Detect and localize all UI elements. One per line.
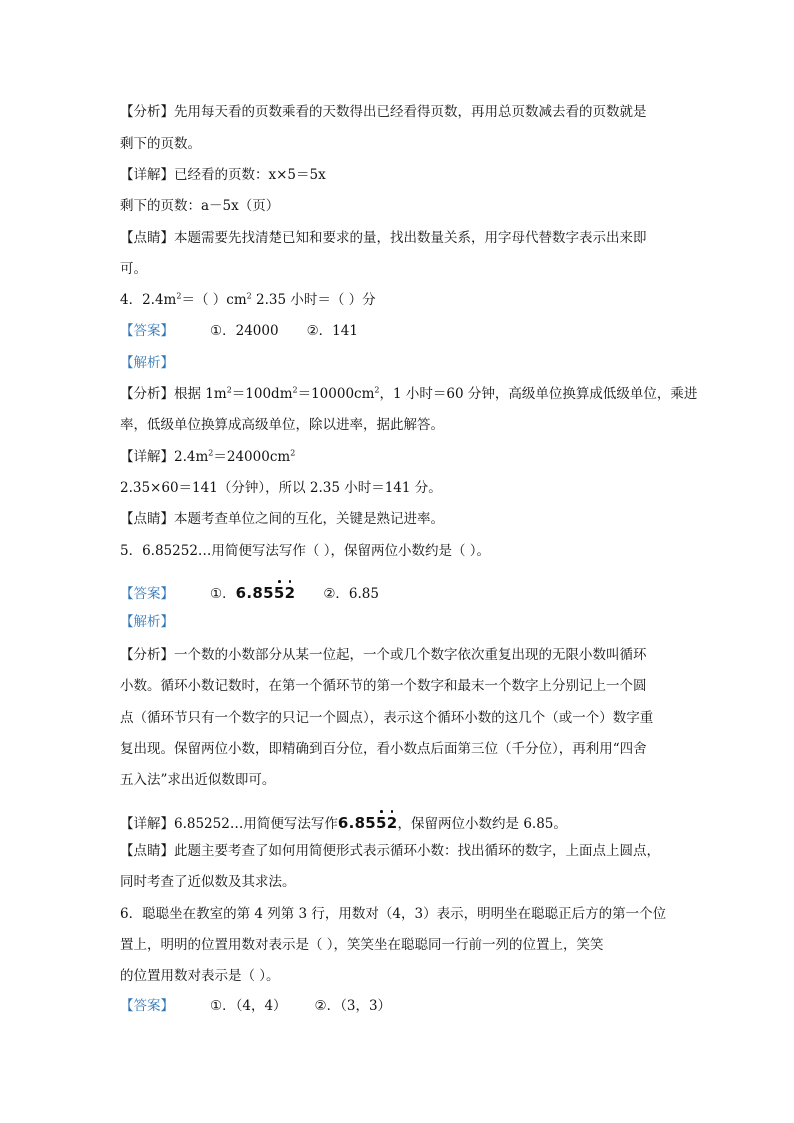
answer-label: 【答案】 — [120, 586, 174, 602]
superscript: 2 — [176, 291, 182, 301]
answer-1-prefix: ①． — [210, 586, 236, 602]
analysis-text: ，1 小时＝60 分钟，高级单位换算成低级单位，乘进 — [379, 386, 698, 402]
q5-comment-line-2: 同时考查了近似数及其求法。 — [120, 874, 296, 890]
superscript: 2 — [226, 385, 232, 395]
q3-analysis-line-2: 剩下的页数。 — [120, 136, 201, 152]
repeating-digit-dotted: 5 — [273, 584, 285, 602]
detail-text: ，保留两位小数约是 6.85。 — [397, 816, 567, 832]
analysis-text: 一个数的小数部分从某一位起，一个或几个数字依次重复出现的无限小数叫循环 — [174, 647, 647, 663]
detail-label: 【详解】 — [120, 167, 174, 183]
superscript: 2 — [246, 291, 252, 301]
q6-stem-line-1: 6．聪聪坐在教室的第 4 列第 3 行，用数对（4，3）表示，明明坐在聪聪正后方的第一个位 — [120, 906, 667, 922]
q6-answer — [120, 996, 391, 1016]
comment-text: 本题考查单位之间的互化，关键是熟记进率。 — [174, 511, 444, 527]
q5-detail — [120, 813, 567, 834]
q5-analysis-line-3: 点（循环节只有一个数字的只记一个圆点），表示这个循环小数的这几个（或一个）数字重 — [120, 710, 654, 726]
repeating-decimal-head: 6.85 — [235, 584, 274, 602]
comment-label: 【点睛】 — [120, 230, 174, 246]
q5-analysis-line-1 — [120, 645, 647, 665]
superscript: 2 — [290, 448, 296, 458]
q4-answer — [120, 321, 358, 341]
q3-comment-line-1 — [120, 228, 647, 248]
detail-text: 已经看的页数：x×5＝5x — [174, 167, 326, 183]
q5-stem: 5．6.85252…用简便写法写作（ ），保留两位小数约是（ ）。 — [120, 543, 490, 559]
q4-stem — [120, 290, 376, 310]
repeating-decimal — [338, 813, 398, 833]
repeating-decimal-head: 6.85 — [337, 814, 377, 832]
answer-2: ②．141 — [306, 323, 358, 339]
analysis-label: 【分析】 — [120, 104, 174, 120]
q4-detail-line-2: 2.35×60＝141（分钟），所以 2.35 小时＝141 分。 — [120, 480, 442, 496]
detail-text: 2.4m — [174, 449, 209, 465]
q5-analysis-line-2: 小数。循环小数记数时，在第一个循环节的第一个数字和最末一个数字上分别记上一个圆 — [120, 678, 647, 694]
q4-parse-label: 【解析】 — [120, 355, 174, 371]
q5-analysis-line-5: 五入法”求出近似数即可。 — [120, 772, 276, 788]
q4-stem-part: 4．2.4m — [120, 292, 177, 308]
analysis-text: ＝10000cm — [297, 386, 375, 402]
q5-answer — [120, 583, 379, 604]
q5-analysis-line-4: 复出现。保留两位小数，即精确到百分位，看小数点后面第三位（千分位），再利用“四舍 — [120, 741, 647, 757]
detail-text: 6.85252…用简便写法写作 — [174, 816, 338, 832]
answer-1: ①．24000 — [210, 323, 279, 339]
repeating-digit-dotted: 2 — [386, 814, 398, 832]
q5-comment-line-1 — [120, 841, 660, 861]
q4-analysis-line-1 — [120, 384, 697, 404]
analysis-text: 先用每天看的页数乘看的天数得出已经看得页数，再用总页数减去看的页数就是 — [174, 104, 647, 120]
q3-comment-line-2: 可。 — [120, 261, 147, 277]
detail-text: ＝24000cm — [213, 449, 291, 465]
repeating-digit-dotted: 5 — [376, 814, 387, 832]
answer-2: ②．（3，3） — [314, 998, 392, 1014]
analysis-label: 【分析】 — [120, 386, 174, 402]
repeating-decimal — [236, 583, 296, 603]
comment-text: 此题主要考查了如何用简便形式表示循环小数：找出循环的数字，上面点上圆点， — [174, 843, 660, 859]
q4-stem-part: ＝（ ）cm — [181, 292, 247, 308]
analysis-label: 【分析】 — [120, 647, 174, 663]
q4-stem-part: 2.35 小时＝（ ）分 — [251, 292, 376, 308]
detail-label: 【详解】 — [120, 449, 174, 465]
superscript: 2 — [208, 448, 214, 458]
answer-label: 【答案】 — [120, 998, 174, 1014]
q4-analysis-line-2: 率，低级单位换算成高级单位，除以进率，据此解答。 — [120, 417, 444, 433]
q6-stem-line-3: 的位置用数对表示是（ ）。 — [120, 968, 280, 984]
q6-stem-line-2: 置上，明明的位置用数对表示是（ ），笑笑坐在聪聪同一行前一列的位置上，笑笑 — [120, 937, 604, 953]
q4-comment — [120, 509, 444, 529]
q4-detail-line-1 — [120, 447, 295, 467]
comment-text: 本题需要先找清楚已知和要求的量，找出数量关系，用字母代替数字表示出来即 — [174, 230, 647, 246]
superscript: 2 — [292, 385, 298, 395]
answer-label: 【答案】 — [120, 323, 174, 339]
answer-1: ①．（4，4） — [210, 998, 287, 1014]
analysis-text: ＝100dm — [231, 386, 293, 402]
answer-2: ②．6.85 — [323, 586, 379, 602]
detail-label: 【详解】 — [120, 816, 174, 832]
q3-detail-line-2: 剩下的页数：a－5x（页） — [120, 198, 280, 214]
q3-analysis-line-1 — [120, 102, 647, 122]
q3-detail-line-1 — [120, 165, 326, 185]
analysis-text: 根据 1m — [174, 386, 227, 402]
superscript: 2 — [374, 385, 380, 395]
comment-label: 【点睛】 — [120, 511, 174, 527]
q5-parse-label: 【解析】 — [120, 614, 174, 630]
comment-label: 【点睛】 — [120, 843, 174, 859]
repeating-digit-dotted: 2 — [284, 584, 296, 602]
